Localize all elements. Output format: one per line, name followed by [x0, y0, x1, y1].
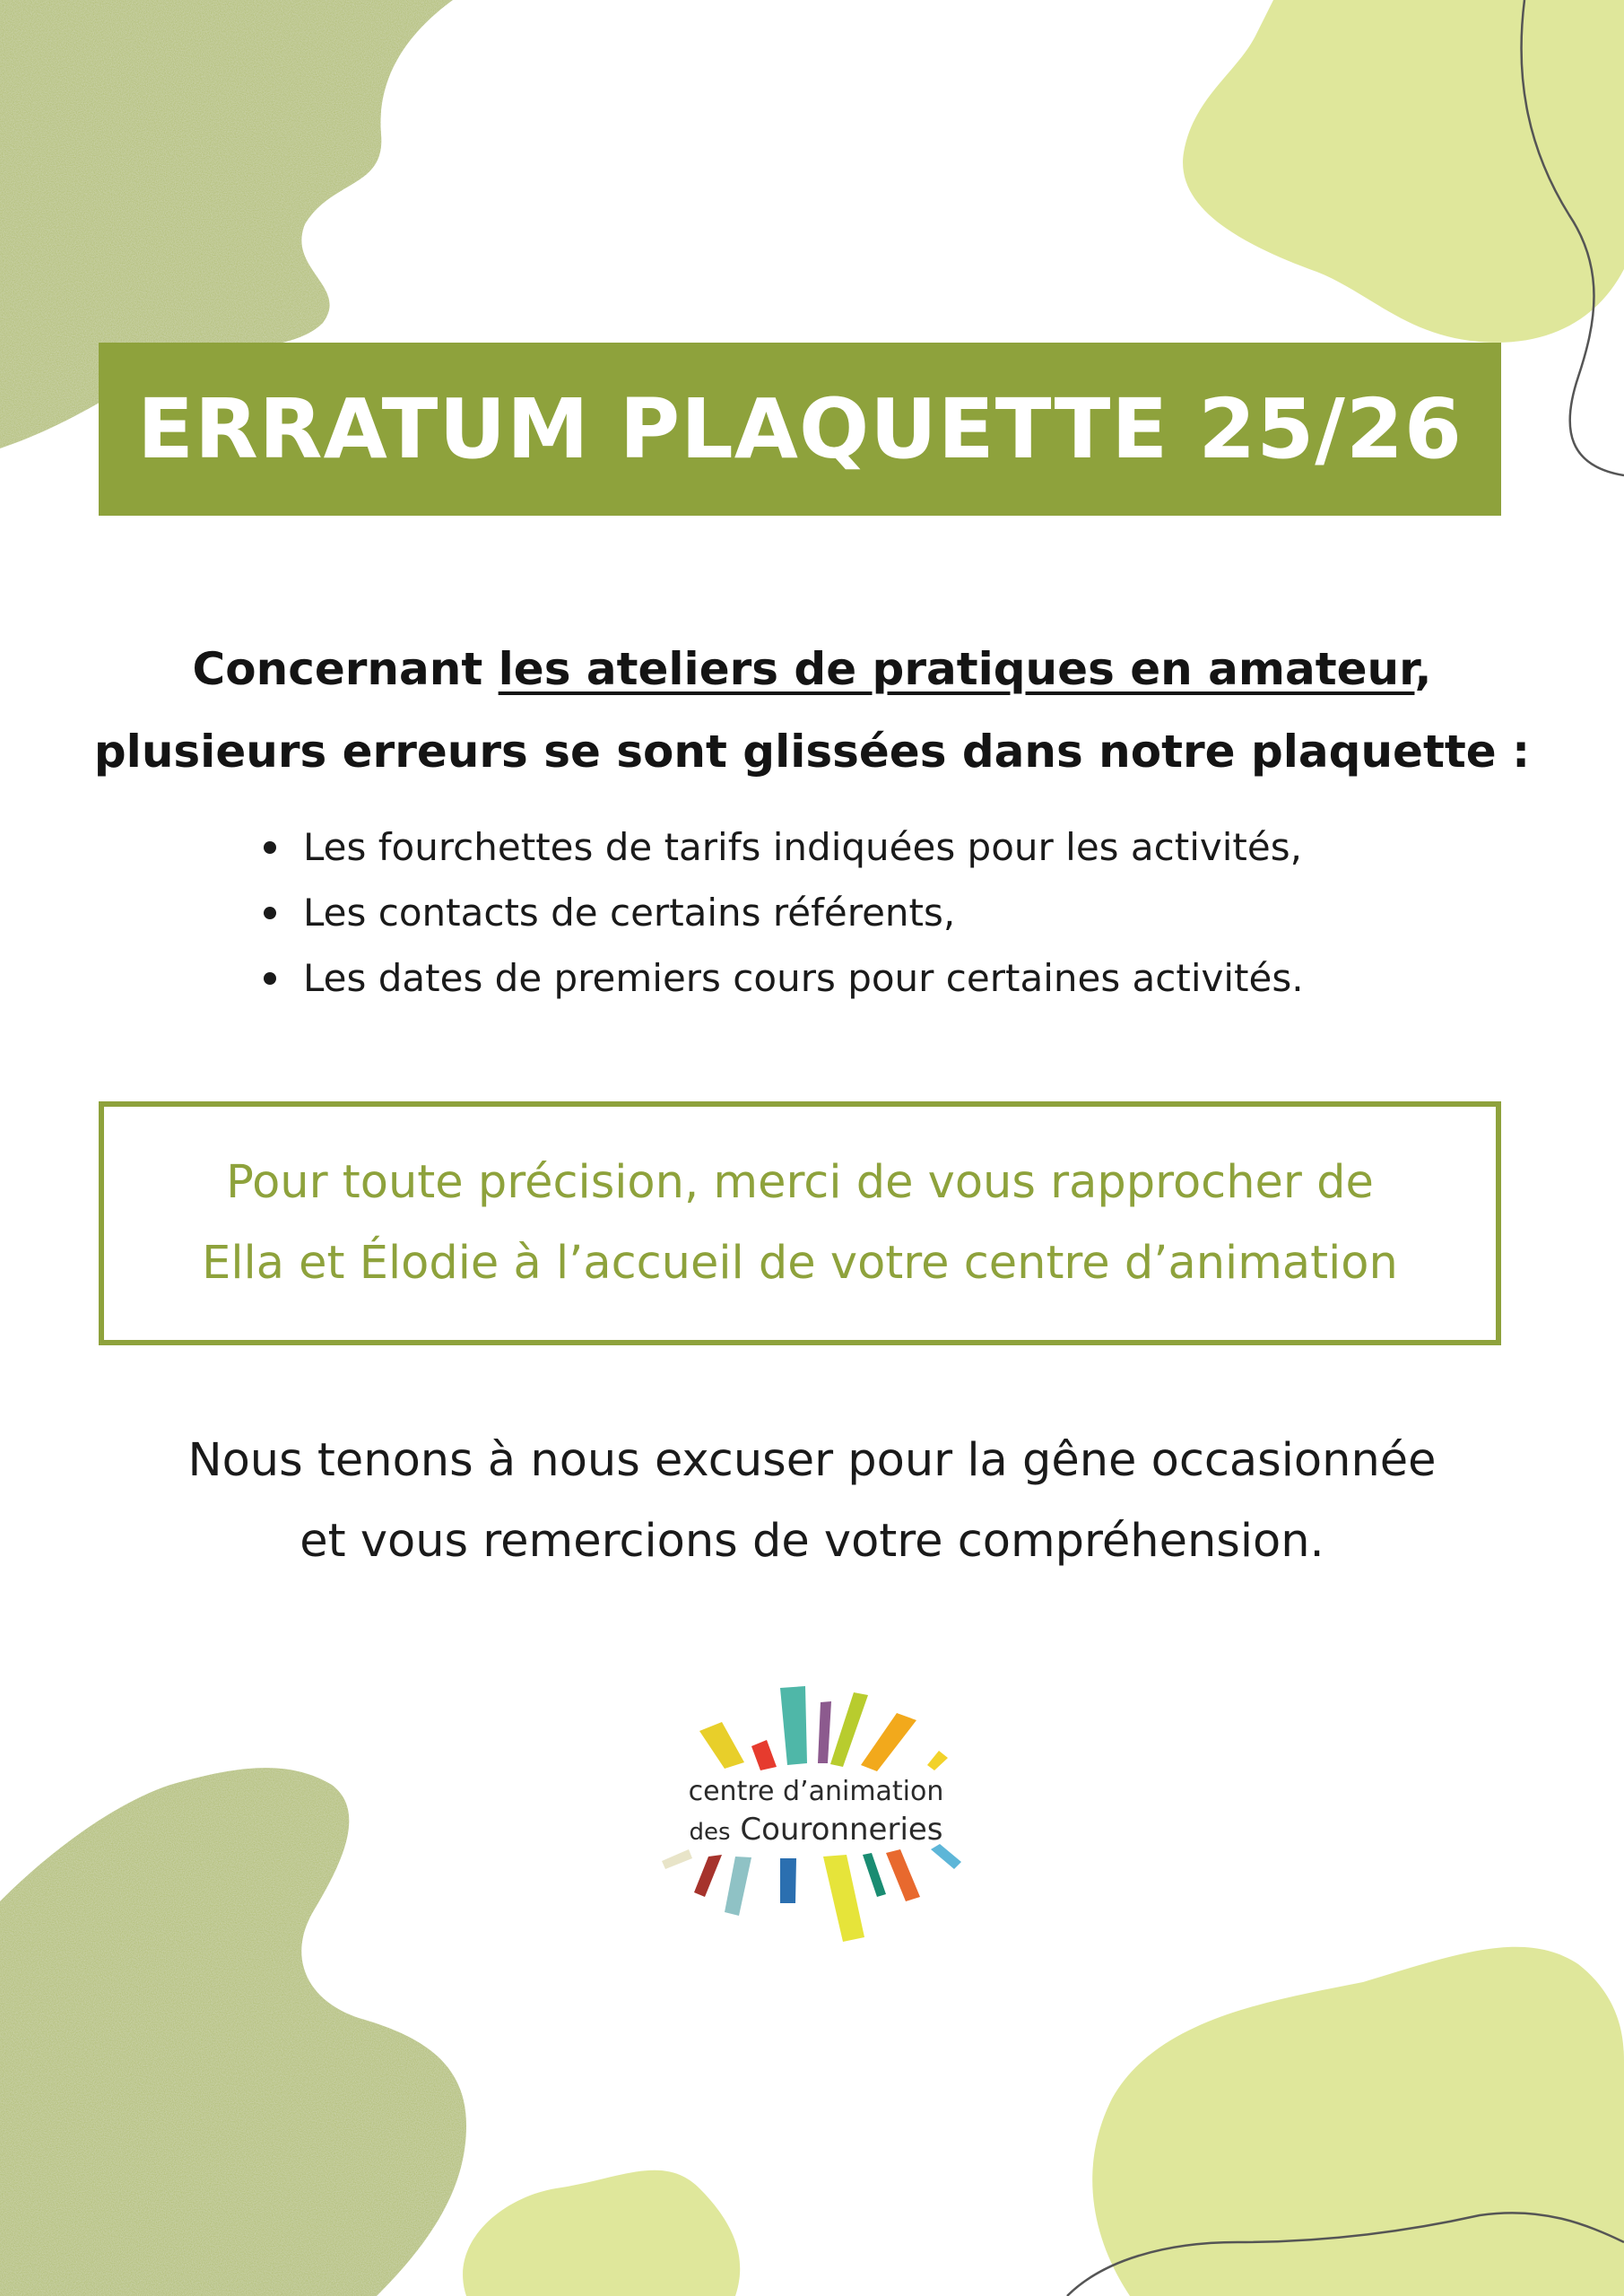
intro-underlined-text: les ateliers de pratiques en amateur	[498, 643, 1415, 695]
logo-text-line-1: centre d’animation	[688, 1776, 944, 1807]
info-box	[99, 1101, 1501, 1345]
apology-paragraph	[54, 1421, 1570, 1582]
title-banner	[99, 343, 1501, 516]
logo-text-couronneries: Couronneries	[740, 1812, 943, 1848]
intro-paragraph	[54, 628, 1570, 793]
errors-list	[260, 814, 1304, 1011]
apology-line-1: Nous tenons à nous excuser pour la gêne occasionnée	[187, 1434, 1437, 1487]
logo-text-des: des	[689, 1819, 731, 1846]
info-line-1: Pour toute précision, merci de vous rapprocher de	[226, 1156, 1374, 1209]
list-item: Les contacts de certains référents,	[260, 880, 1304, 945]
intro-suffix: ,	[1414, 643, 1432, 695]
logo	[646, 1677, 986, 1964]
intro-line-2: plusieurs erreurs se sont glissées dans notre plaquette :	[93, 726, 1531, 778]
info-line-2: Ella et Élodie à l’accueil de votre centre d’animation	[202, 1237, 1398, 1290]
intro-prefix: Concernant	[192, 643, 499, 695]
list-item: Les fourchettes de tarifs indiquées pour les activités,	[260, 814, 1304, 880]
logo-text-line-2	[646, 1812, 986, 1848]
intro-line-1	[54, 628, 1570, 710]
apology-line-2: et vous remercions de votre compréhension.	[300, 1515, 1324, 1568]
list-item: Les dates de premiers cours pour certaines activités.	[260, 945, 1304, 1011]
page-title: ERRATUM PLAQUETTE 25/26	[137, 381, 1463, 477]
